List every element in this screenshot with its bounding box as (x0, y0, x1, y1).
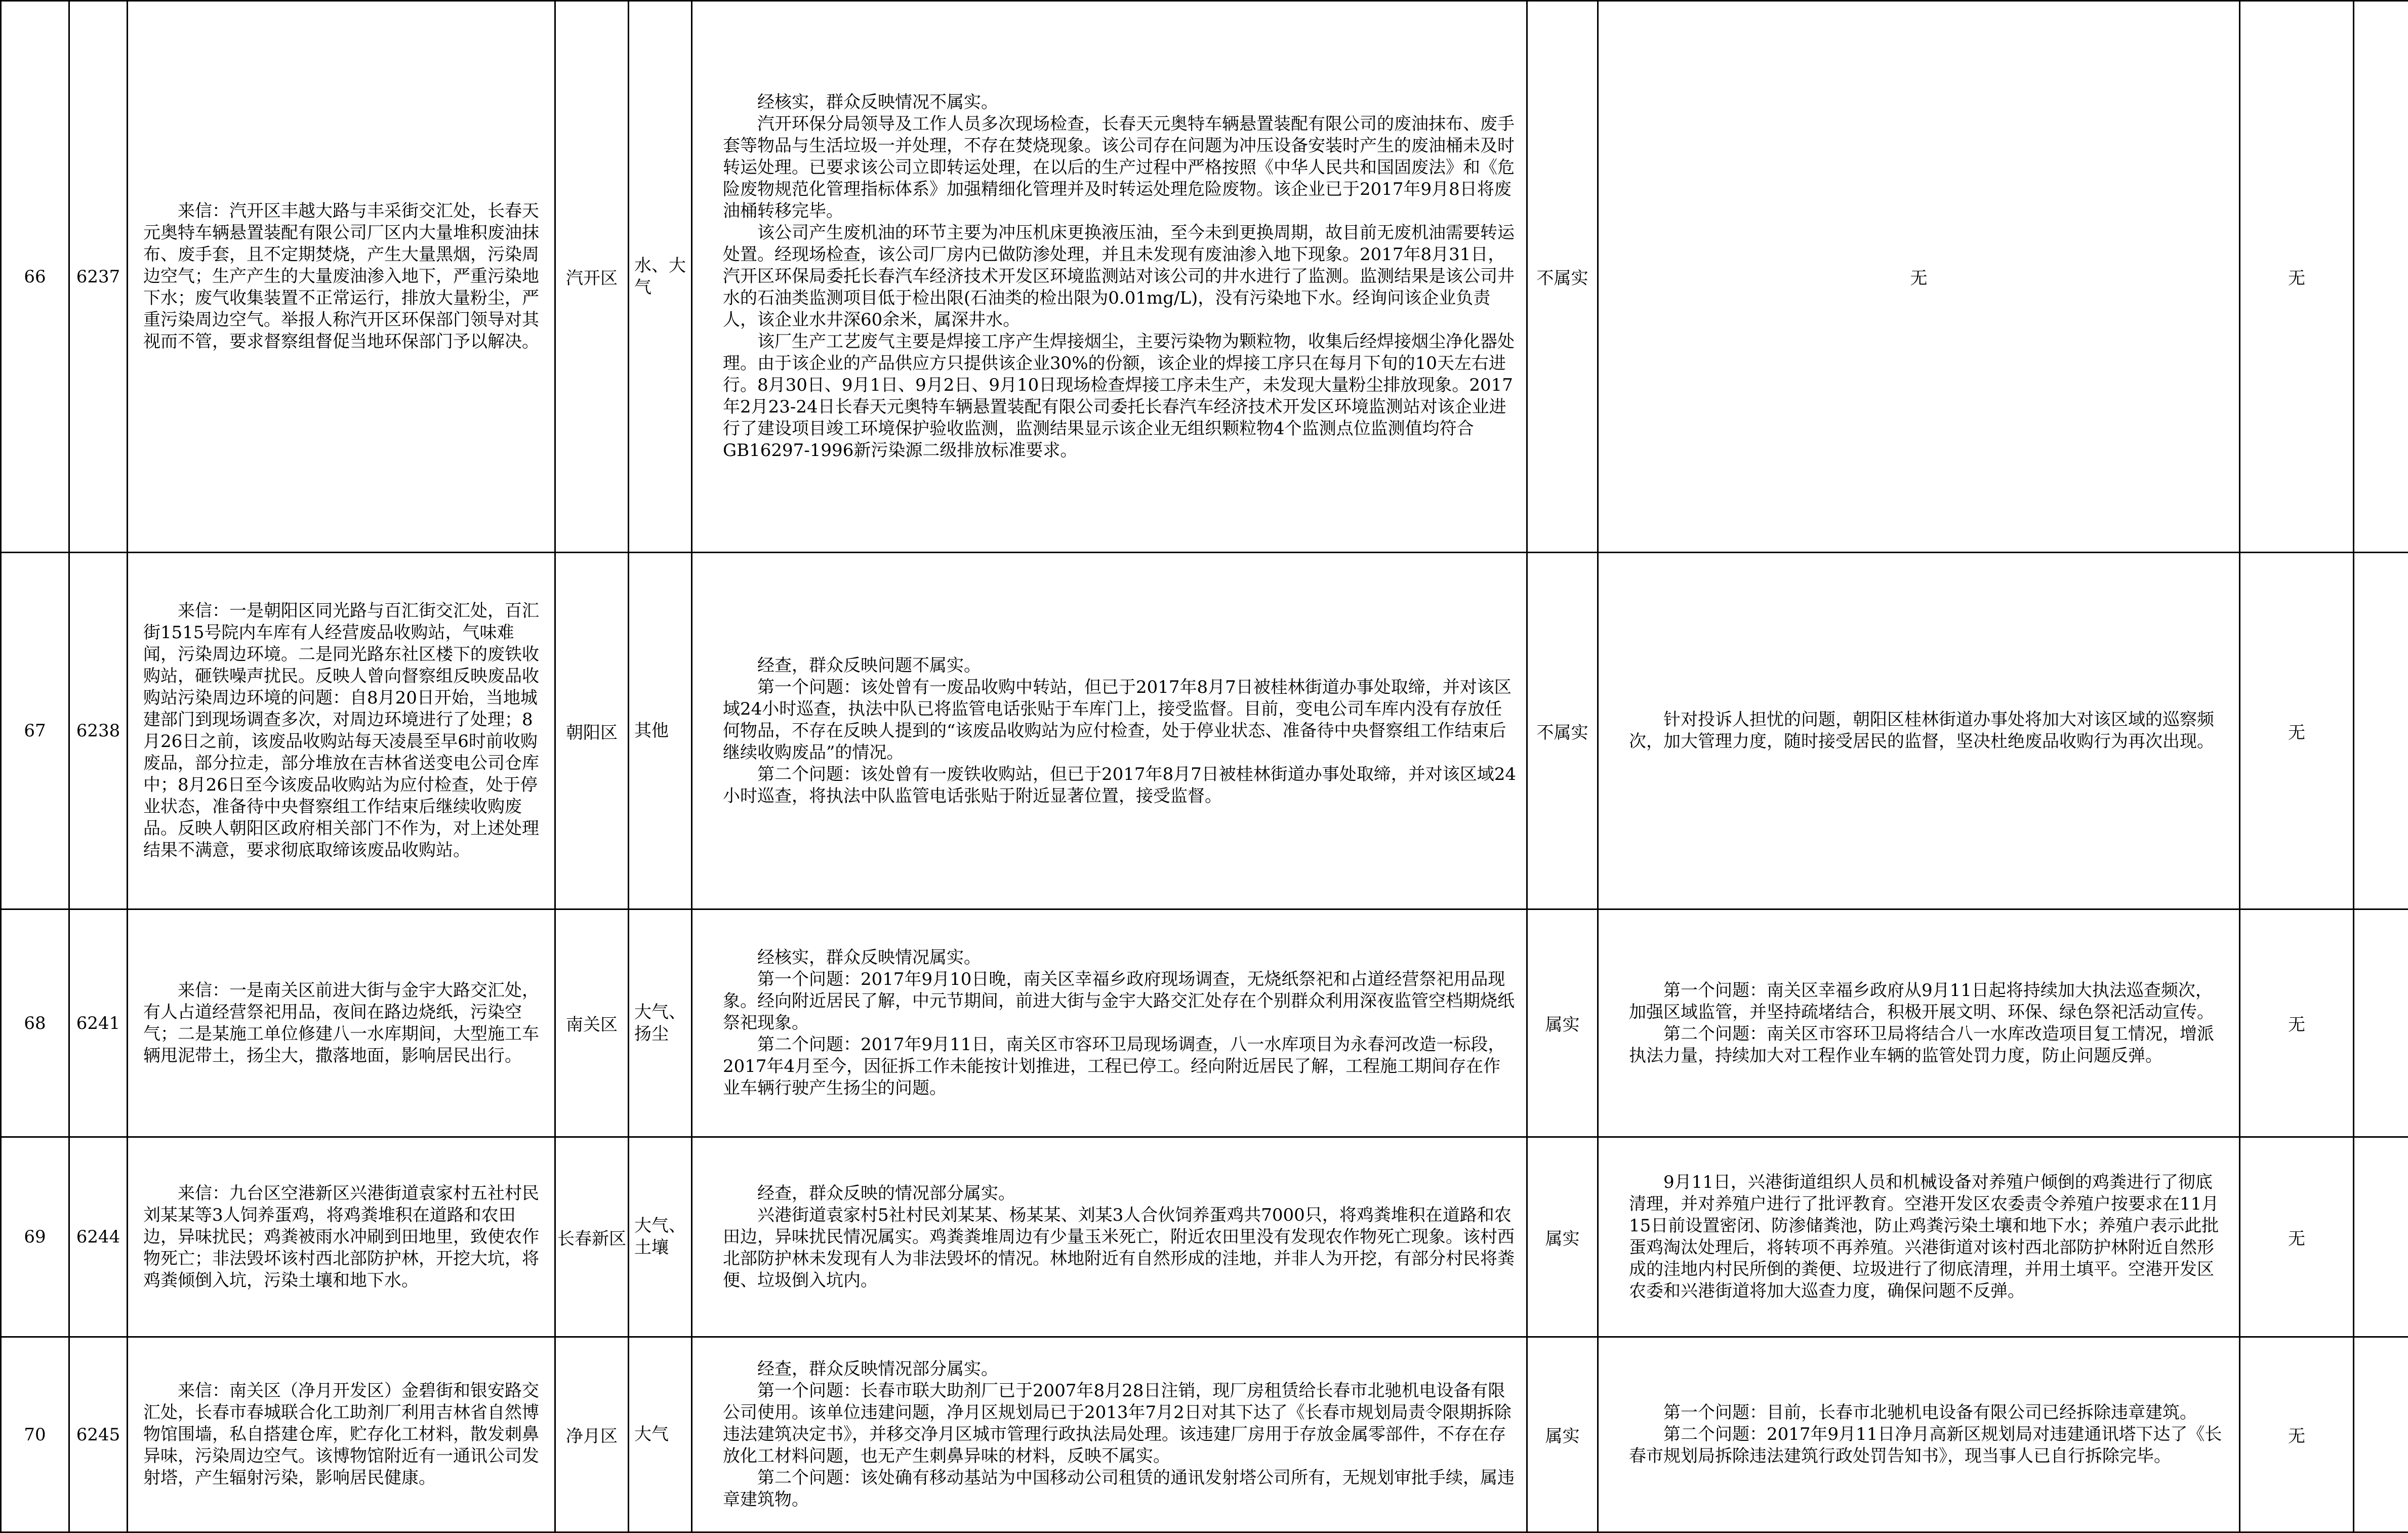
table-row (1, 553, 2408, 909)
category: 大气 (629, 1337, 692, 1532)
category: 水、大气 (629, 1, 692, 553)
table-row (1, 909, 2408, 1137)
table-row (1, 1337, 2408, 1532)
blank-cell (2354, 1137, 2408, 1337)
district: 净月区 (555, 1337, 629, 1532)
complaint-text: 来信：九台区空港新区兴港街道袁家村五社村民刘某某等3人饲养蛋鸡，将鸡粪堆积在道路和农田边，异味扰民；鸡粪被雨水冲刷到田地里，致使农作物死亡；非法毁坏该村西北部防护林，开挖大坑，将鸡粪倾倒入坑，污染土壤和地下水。 (128, 1137, 555, 1337)
category: 大气、扬尘 (629, 909, 692, 1137)
case-code: 6245 (69, 1337, 128, 1532)
district: 南关区 (555, 909, 629, 1137)
handling: 第一个问题：目前，长春市北驰机电设备有限公司已经拆除违章建筑。 第二个问题：2017年9月11日净月高新区规划局对违建通讯塔下达了《长春市规划局拆除违法建筑行政处罚告知书》，现当事人已自行拆除完毕。 (1598, 1337, 2240, 1532)
complaint-text: 来信：一是南关区前进大街与金宇大路交汇处，有人占道经营祭祀用品，夜间在路边烧纸，污染空气；二是某施工单位修建八一水库期间，大型施工车辆甩泥带土，扬尘大，撒落地面，影响居民出行。 (128, 909, 555, 1137)
table-row (1, 1137, 2408, 1337)
findings: 经查，群众反映的情况部分属实。 兴港街道袁家村5社村民刘某某、杨某某、刘某3人合伙饲养蛋鸡共7000只，将鸡粪堆积在道路和农田边，异味扰民情况属实。鸡粪粪堆周边有少量玉米死亡，附近农田里没有发现农作物死亡现象。该村西北部防护林未发现有人为非法毁坏的情况。林地附近有自然形成的洼地，并非人为开挖，有部分村民将粪便、垃圾倒入坑内。 (692, 1137, 1527, 1337)
complaint-text: 来信：一是朝阳区同光路与百汇街交汇处，百汇街1515号院内车库有人经营废品收购站，气味难闻，污染周边环境。二是同光路东社区楼下的废铁收购站，砸铁噪声扰民。反映人曾向督察组反映废品收购站污染周边环境的问题：自8月20日开始，当地城建部门到现场调查多次，对周边环境进行了处理；8月26日之前，该废品收购站每天凌晨至早6时前收购废品，部分拉走，部分堆放在吉林省送变电公司仓库中；8月26日至今该废品收购站为应付检查，处于停业状态，准备待中央督察组工作结束后继续收购废品。反映人朝阳区政府相关部门不作为，对上述处理结果不满意，要求彻底取缔该废品收购站。 (128, 553, 555, 909)
complaint-text: 来信：南关区（净月开发区）金碧街和银安路交汇处，长春市春城联合化工助剂厂利用吉林省自然博物馆围墙，私自搭建仓库，贮存化工材料，散发刺鼻异味，污染周边空气。该博物馆附近有一通讯公司发射塔，产生辐射污染，影响居民健康。 (128, 1337, 555, 1532)
verdict: 不属实 (1527, 553, 1598, 909)
handling: 针对投诉人担忧的问题，朝阳区桂林街道办事处将加大对该区域的巡察频次，加大管理力度，随时接受居民的监督，坚决杜绝废品收购行为再次出现。 (1598, 553, 2240, 909)
handling: 无 (1598, 1, 2240, 553)
verdict: 属实 (1527, 1137, 1598, 1337)
verdict: 属实 (1527, 909, 1598, 1137)
blank-cell (2354, 909, 2408, 1137)
findings: 经核实，群众反映情况属实。 第一个问题：2017年9月10日晚，南关区幸福乡政府现场调查，无烧纸祭祀和占道经营祭祀用品现象。经向附近居民了解，中元节期间，前进大街与金宇大路交汇处存在个别群众利用深夜监管空档期烧纸祭祀现象。 第二个问题：2017年9月11日，南关区市容环卫局现场调查，八一水库项目为永春河改造一标段，2017年4月至今，因征拆工作未能按计划推进，工程已停工。经向附近居民了解，工程施工期间存在作业车辆行驶产生扬尘的问题。 (692, 909, 1527, 1137)
accountability: 无 (2240, 1337, 2354, 1532)
case-code: 6241 (69, 909, 128, 1137)
district: 汽开区 (555, 1, 629, 553)
case-code: 6238 (69, 553, 128, 909)
blank-cell (2354, 1, 2408, 553)
findings: 经查，群众反映情况部分属实。 第一个问题：长春市联大助剂厂已于2007年8月28日注销，现厂房租赁给长春市北驰机电设备有限公司使用。该单位违建问题，净月区规划局已于2013年7月2日对其下达了《长春市规划局责令限期拆除违法建筑决定书》，并移交净月区城市管理行政执法局处理。该违建厂房用于存放金属零部件，不存在存放化工材料问题，也无产生刺鼻异味的材料，反映不属实。 第二个问题：该处确有移动基站为中国移动公司租赁的通讯发射塔公司所有，无规划审批手续，属违章建筑物。 (692, 1337, 1527, 1532)
table-row (1, 1, 2408, 553)
handling: 第一个问题：南关区幸福乡政府从9月11日起将持续加大执法巡查频次，加强区域监管，并坚持疏堵结合，积极开展文明、环保、绿色祭祀活动宣传。 第二个问题：南关区市容环卫局将结合八一水库改造项目复工情况，增派执法力量，持续加大对工程作业车辆的监管处罚力度，防止问题反弹。 (1598, 909, 2240, 1137)
case-code: 6244 (69, 1137, 128, 1337)
accountability: 无 (2240, 909, 2354, 1137)
row-number: 67 (1, 553, 69, 909)
blank-cell (2354, 553, 2408, 909)
row-number: 69 (1, 1137, 69, 1337)
handling: 9月11日，兴港街道组织人员和机械设备对养殖户倾倒的鸡粪进行了彻底清理，并对养殖户进行了批评教育。空港开发区农委责令养殖户按要求在11月15日前设置密闭、防渗储粪池，防止鸡粪污染土壤和地下水；养殖户表示此批蛋鸡淘汰处理后，将转项不再养殖。兴港街道对该村西北部防护林附近自然形成的洼地内村民所倒的粪便、垃圾进行了彻底清理，并用土填平。空港开发区农委和兴港街道将加大巡查力度，确保问题不反弹。 (1598, 1137, 2240, 1337)
row-number: 70 (1, 1337, 69, 1532)
case-code: 6237 (69, 1, 128, 553)
row-number: 66 (1, 1, 69, 553)
district: 朝阳区 (555, 553, 629, 909)
verdict: 不属实 (1527, 1, 1598, 553)
category: 其他 (629, 553, 692, 909)
verdict: 属实 (1527, 1337, 1598, 1532)
findings: 经查，群众反映问题不属实。 第一个问题：该处曾有一废品收购中转站，但已于2017年8月7日被桂林街道办事处取缔，并对该区域24小时巡查，执法中队已将监管电话张贴于车库门上，接受监督。目前，变电公司车库内没有存放任何物品，不存在反映人提到的“该废品收购站为应付检查，处于停业状态、准备待中央督察组工作结束后继续收购废品”的情况。 第二个问题：该处曾有一废铁收购站，但已于2017年8月7日被桂林街道办事处取缔，并对该区域24小时巡查，将执法中队监管电话张贴于附近显著位置，接受监督。 (692, 553, 1527, 909)
blank-cell (2354, 1337, 2408, 1532)
row-number: 68 (1, 909, 69, 1137)
district: 长春新区 (555, 1137, 629, 1337)
accountability: 无 (2240, 1, 2354, 553)
accountability: 无 (2240, 553, 2354, 909)
category: 大气、土壤 (629, 1137, 692, 1337)
findings: 经核实，群众反映情况不属实。 汽开环保分局领导及工作人员多次现场检查，长春天元奥特车辆悬置装配有限公司的废油抹布、废手套等物品与生活垃圾一并处理，不存在焚烧现象。该公司存在问题为冲压设备安装时产生的废油桶未及时转运处理。已要求该公司立即转运处理，在以后的生产过程中严格按照《中华人民共和国固废法》和《危险废物规范化管理指标体系》加强精细化管理并及时转运处理危险废物。该企业已于2017年9月8日将废油桶转移完毕。 该公司产生废机油的环节主要为冲压机床更换液压油，至今未到更换周期，故目前无废机油需要转运处置。经现场检查，该公司厂房内已做防渗处理，并且未发现有废油渗入地下现象。2017年8月31日，汽开区环保局委托长春汽车经济技术开发区环境监测站对该公司的井水进行了监测。监测结果是该公司井水的石油类监测项目低于检出限(石油类的检出限为0.01mg/L)，没有污染地下水。经询问该企业负责人，该企业水井深60余米，属深井水。 该厂生产工艺废气主要是焊接工序产生焊接烟尘，主要污染物为颗粒物，收集后经焊接烟尘净化器处理。由于该企业的产品供应方只提供该企业30%的份额，该企业的焊接工序只在每月下旬的10天左右进行。8月30日、9月1日、9月2日、9月10日现场检查焊接工序未生产，未发现大量粉尘排放现象。2017年2月23-24日长春天元奥特车辆悬置装配有限公司委托长春汽车经济技术开发区环境监测站对该企业进行了建设项目竣工环境保护验收监测，监测结果显示该企业无组织颗粒物4个监测点位监测值均符合GB16297-1996新污染源二级排放标准要求。 (692, 1, 1527, 553)
accountability: 无 (2240, 1137, 2354, 1337)
complaint-text: 来信：汽开区丰越大路与丰采街交汇处，长春天元奥特车辆悬置装配有限公司厂区内大量堆积废油抹布、废手套，且不定期焚烧，产生大量黑烟，污染周边空气；生产产生的大量废油渗入地下，严重污染地下水；废气收集装置不正常运行，排放大量粉尘，严重污染周边空气。举报人称汽开区环保部门领导对其视而不管，要求督察组督促当地环保部门予以解决。 (128, 1, 555, 553)
